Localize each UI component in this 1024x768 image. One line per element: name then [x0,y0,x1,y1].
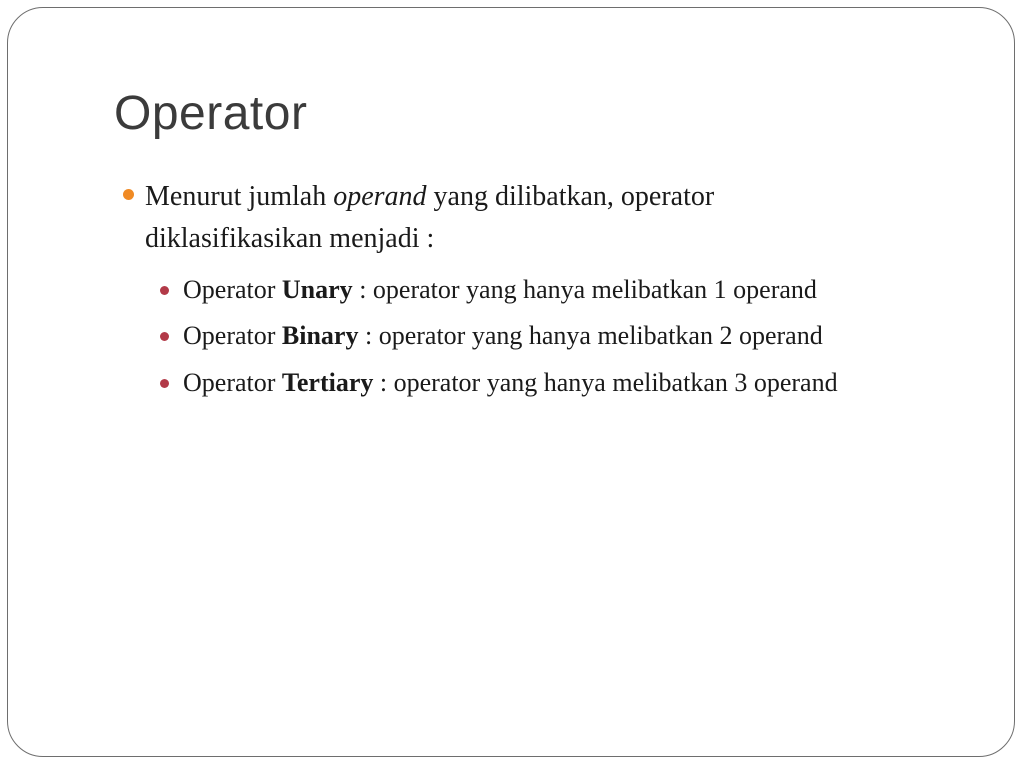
sub-bullet-unary [183,274,817,306]
sub-bullet-binary [183,320,823,352]
sub-bullet-dot-icon [160,286,169,295]
sub-bullet-term: Binary [281,321,359,350]
sub-bullet-description: : operator yang hanya melibatkan 2 operand [358,321,823,350]
bullet-dot-icon [123,189,134,200]
sub-bullet-description: : operator yang hanya melibatkan 1 operand [352,275,817,304]
slide-title: Operator [114,87,308,140]
sub-bullet-dot-icon [160,379,169,388]
sub-bullet-term: Unary [281,275,353,304]
sub-bullet-description: : operator yang hanya melibatkan 3 operand [373,368,838,397]
sub-bullet-lead: Operator [183,275,282,304]
sub-bullet-lead: Operator [183,368,282,397]
main-bullet-suffix: yang dilibatkan, operator diklasifikasikan menjadi : [145,181,715,254]
main-bullet-prefix: Menurut jumlah [145,181,334,212]
sub-bullet-dot-icon [160,332,169,341]
slide-frame [7,7,1015,757]
sub-bullet-tertiary [183,367,838,399]
main-bullet-emphasis: operand [333,181,427,212]
main-bullet-text [145,176,865,260]
sub-bullet-lead: Operator [183,321,282,350]
sub-bullet-term: Tertiary [281,368,374,397]
